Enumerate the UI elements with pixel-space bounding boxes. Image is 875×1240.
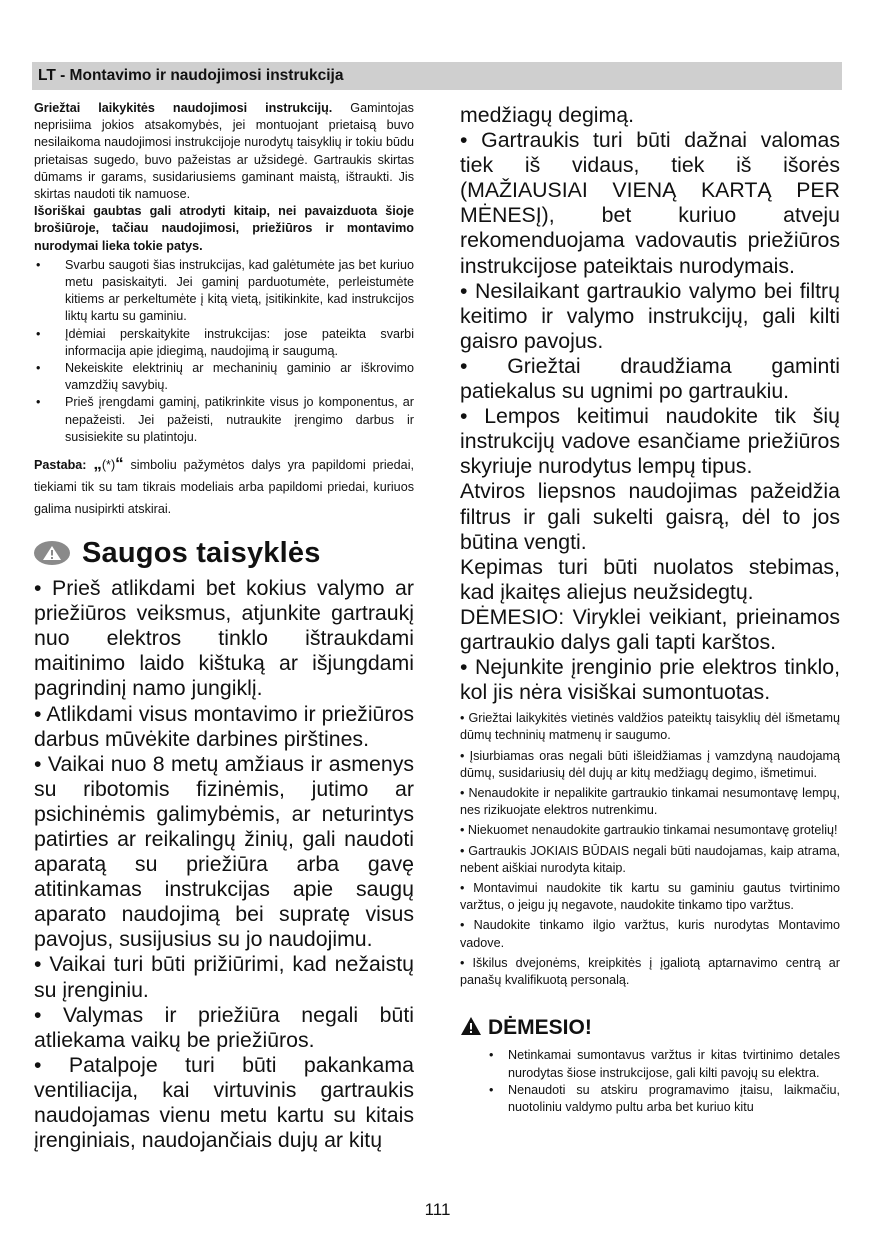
attention-list: [460, 1047, 840, 1116]
list-item: • Prieš įrengdami gaminį, patikrinkite visus jo komponentus, ar nepažeisti. Jei pažeisti, nutraukite įrengimo darbus ir susisiekite su platintoju.: [34, 394, 414, 446]
intro-text: Gamintojas neprisiima jokios atsakomybės, jei montuojant prietaisą buvo nesilaikoma naudojimosi instrukcijoje nurodytų taisyklių ir tokiu būdu prietaisas sugedo, buvo pažeistas ar užsidegė. Gartraukis skirtas dūmams ir garams, susidariusiems gaminant maistą, ištraukti. Jis skirtas naudoti tik namuose.: [34, 101, 414, 202]
safety-title: Saugos taisyklės: [82, 536, 321, 569]
note-label: Pastaba:: [34, 458, 87, 473]
list-item: • Įdėmiai perskaitykite instrukcijas: jose pateikta svarbi informacija apie įdiegimą, naudojimą ir saugumą.: [34, 326, 414, 360]
note-quote-open: „: [93, 454, 102, 474]
intro-bullet-list: [34, 257, 414, 446]
list-item: • Netinkamai sumontavus varžtus ir kitas tvirtinimo detales nurodytas šiose instrukcijose, gali kilti pavojų su elektra.: [460, 1047, 840, 1081]
small-paragraph: • Gartraukis JOKIAIS BŪDAIS negali būti naudojamas, kaip atrama, nebent aiškiai nurodyta kitaip.: [460, 843, 840, 875]
small-paragraph: • Griežtai laikykitės vietinės valdžios pateiktų taisyklių dėl išmetamų dūmų techninių matmenų ir saugumo.: [460, 711, 840, 743]
safety-paragraph: • Griežtai draudžiama gaminti patiekalus su ugnimi po gartraukiu.: [460, 353, 840, 404]
safety-paragraph: medžiagų degimą.: [460, 103, 635, 127]
safety-paragraph: • Lempos keitimui naudokite tik šių instrukcijų vadove esančiame priežiūros skyriuje nurodytus lempų tipus.: [460, 404, 840, 479]
list-item: • Svarbu saugoti šias instrukcijas, kad galėtumėte jas bet kuriuo metu pasiskaityti. Jei gaminį parduotumėte, perleistumėte kitiems ar perkeltumėte į kitą vietą, įsitikinkite, kad instrukcijos liktų kartu su gaminiu.: [34, 257, 414, 326]
note-text: simboliu pažymėtos dalys yra papildomi priedai, tiekiami tik su tam tikrais modeliais arba papildomi priedai, kuriuos galima nusipirkti atskirai.: [34, 458, 414, 517]
safety-paragraph: • Gartraukis turi būti dažnai valomas tiek iš vidaus, tiek iš išorės (MAŽIAUSIAI VIENĄ KARTĄ PER MĖNESĮ), bet kuriuo atveju rekomenduojama vadovautis priežiūros instrukcijose pateiktais nurodymais.: [460, 128, 840, 278]
safety-paragraph: • Prieš atlikdami bet kokius valymo ar priežiūros veiksmus, atjunkite gartraukį nuo elektros tinklo ištraukdami maitinimo laido kištuką ar išjungdami pagrindinį namo jungiklį.: [34, 576, 414, 701]
safety-heading: [34, 536, 414, 570]
warning-triangle-icon: [460, 1016, 482, 1041]
small-paragraph: • Nenaudokite ir nepalikite gartraukio tinkamai nesumontavę lempų, nes rizikuojate elektros nutrenkimu.: [460, 786, 840, 818]
small-paragraph: • Naudokite tinkamo ilgio varžtus, kuris nurodytas Montavimo vadove.: [460, 918, 840, 950]
safety-paragraph: • Nejunkite įrenginio prie elektros tinklo, kol jis nėra visiškai sumontuotas.: [460, 655, 840, 705]
safety-paragraph: DĖMESIO: Viryklei veikiant, prieinamos gartraukio dalys gali tapti karštos.: [460, 604, 840, 654]
intro-paragraph: [34, 100, 414, 203]
safety-paragraph: • Atlikdami visus montavimo ir priežiūros darbus mūvėkite darbines pirštines.: [34, 701, 414, 751]
small-paragraph: • Įsiurbiamas oras negali būti išleidžiamas į vamzdyną naudojamą dūmų, susidariusių dėl dujų ar kitų medžiagų degimo, išmetimui.: [460, 748, 840, 780]
safety-paragraph: Kepimas turi būti nuolatos stebimas, kad įkaitęs aliejus neužsidegtų.: [460, 554, 840, 604]
small-paragraph: • Montavimui naudokite tik kartu su gaminiu gautus tvirtinimo varžtus, o jeigu jų negavote, naudokite tinkamo tipo varžtus.: [460, 881, 840, 913]
left-column: [34, 100, 414, 1153]
safety-left-text: [34, 576, 414, 1153]
list-item: • Nekeiskite elektrinių ar mechaninių gaminio ar iškrovimo vamzdžių savybių.: [34, 360, 414, 394]
note-symbol: (*): [101, 458, 116, 473]
warning-icon: [34, 541, 70, 565]
page-number: 111: [424, 1200, 451, 1219]
section-header: LT - Montavimo ir naudojimosi instrukcija: [32, 62, 842, 90]
safety-right-text: [460, 103, 840, 705]
safety-paragraph: • Vaikai turi būti prižiūrimi, kad nežaistų su įrenginiu.: [34, 952, 414, 1002]
intro-bold-lead: Griežtai laikykitės naudojimosi instrukcijų.: [34, 101, 333, 115]
small-paragraph: • Niekuomet nenaudokite gartraukio tinkamai nesumontavę grotelių!: [460, 823, 838, 838]
safety-paragraph: • Patalpoje turi būti pakankama ventiliacija, kai virtuvinis gartraukis naudojamas vienu metu kartu su kitais įrenginiais, naudojančiais dujų ar kitų: [34, 1052, 414, 1153]
attention-title: DĖMESIO!: [488, 1016, 592, 1040]
list-item: • Nenaudoti su atskiru programavimo įtaisu, laikmačiu, nuotoliniu valdymo pultu arba bet kuriuo kitu: [460, 1082, 840, 1116]
safety-paragraph: Atviros liepsnos naudojimas pažeidžia filtrus ir gali sukelti gaisrą, dėl to jos būtina vengti.: [460, 479, 840, 554]
note-quote-close: “: [115, 454, 124, 474]
right-column: [460, 103, 840, 1116]
intro-bold-paragraph: Išoriškai gaubtas gali atrodyti kitaip, nei pavaizduota šioje brošiūroje, tačiau naudojimosi, priežiūros ir montavimo nurodymai lieka tokie patys.: [34, 204, 414, 253]
safety-paragraph: • Vaikai nuo 8 metų amžiaus ir asmenys su ribotomis fizinėmis, jutimo ar psichinėmis galimybėmis, ar neturintys patirties ar reikalingų žinių, gali naudoti aparatą su priežiūra arba gavę atitinkamas instrukcijas apie saugų aparato naudojimą bei supratę visus pavojus, susijusius su jo naudojimu.: [34, 751, 414, 952]
small-paragraph: • Iškilus dvejonėms, kreipkitės į įgaliotą aptarnavimo centrą ar panašų kvalifikuotą personalą.: [460, 955, 840, 988]
note-paragraph: [34, 453, 414, 520]
safety-paragraph: • Nesilaikant gartraukio valymo bei filtrų keitimo ir valymo instrukcijų, gali kilti gaisro pavojus.: [460, 278, 840, 353]
safety-paragraph: • Valymas ir priežiūra negali būti atliekama vaikų be priežiūros.: [34, 1002, 414, 1052]
safety-right-small: [460, 710, 840, 989]
attention-heading: [460, 1015, 840, 1041]
